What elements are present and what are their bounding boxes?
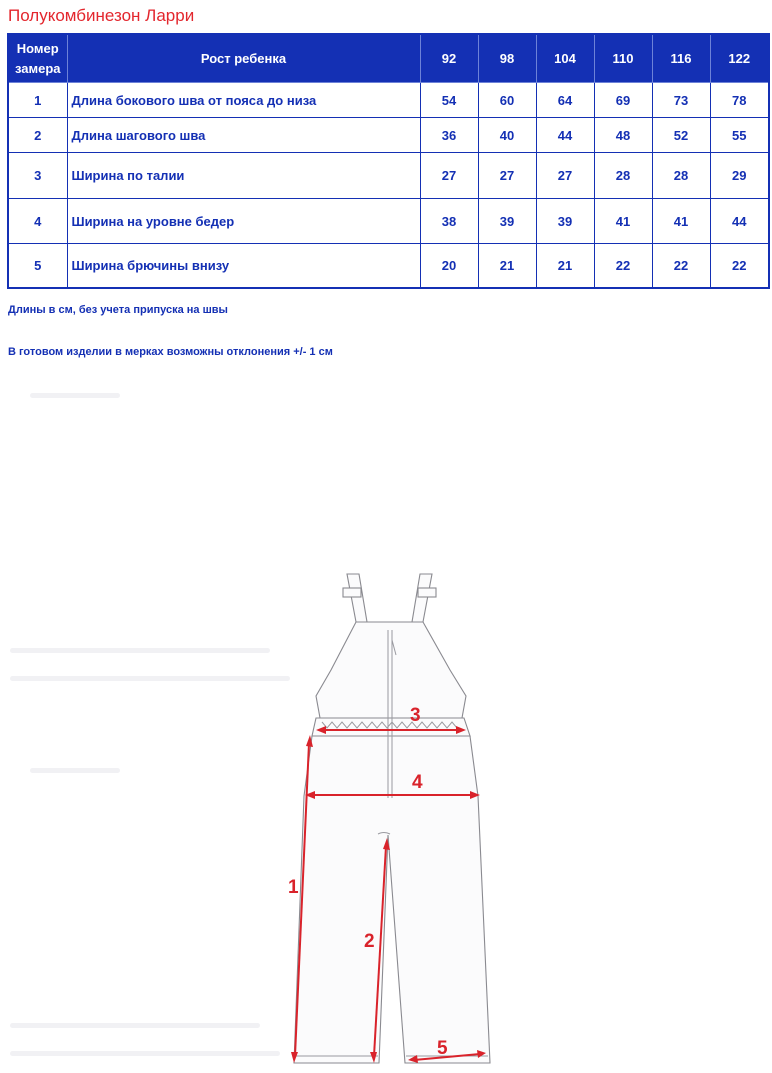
row-number: 1 (8, 83, 67, 118)
measurement-value: 38 (420, 199, 478, 244)
measurement-value: 20 (420, 244, 478, 289)
row-number: 4 (8, 199, 67, 244)
measurement-label-2: 2 (364, 931, 375, 952)
col-header-size: 92 (420, 34, 478, 83)
row-number: 2 (8, 118, 67, 153)
table-row (8, 199, 769, 244)
measurement-label-1: 1 (288, 877, 299, 898)
measurement-value: 55 (710, 118, 769, 153)
measurement-name: Ширина брючины внизу (67, 244, 420, 289)
measurement-value: 60 (478, 83, 536, 118)
row-number: 3 (8, 153, 67, 199)
measurement-value: 21 (536, 244, 594, 289)
measurement-value: 73 (652, 83, 710, 118)
right-buckle (418, 588, 436, 597)
measurement-value: 36 (420, 118, 478, 153)
measurement-value: 29 (710, 153, 769, 199)
table-row (8, 153, 769, 199)
measurement-value: 22 (710, 244, 769, 289)
left-strap (347, 574, 367, 622)
col-header-child-height: Рост ребенка (67, 34, 420, 83)
col-header-size: 98 (478, 34, 536, 83)
table-header-row (8, 34, 769, 83)
measurement-name: Длина бокового шва от пояса до низа (67, 83, 420, 118)
page-title: Полукомбинезон Ларри (8, 6, 195, 25)
measurement-value: 44 (536, 118, 594, 153)
measurement-value: 64 (536, 83, 594, 118)
table-row (8, 244, 769, 289)
measurement-value: 22 (594, 244, 652, 289)
col-header-size: 110 (594, 34, 652, 83)
faint-background-mark (30, 393, 120, 398)
measurement-name: Ширина на уровне бедер (67, 199, 420, 244)
measurement-value: 22 (652, 244, 710, 289)
table-row (8, 83, 769, 118)
measurement-value: 28 (594, 153, 652, 199)
measurement-value: 78 (710, 83, 769, 118)
measurement-value: 39 (536, 199, 594, 244)
left-buckle (343, 588, 361, 597)
measurement-value: 27 (420, 153, 478, 199)
measurement-value: 44 (710, 199, 769, 244)
note-units: Длины в см, без учета припуска на швы (8, 304, 228, 316)
col-header-size: 104 (536, 34, 594, 83)
measurement-value: 27 (536, 153, 594, 199)
col-header-size: 122 (710, 34, 769, 83)
measurement-value: 39 (478, 199, 536, 244)
table-row (8, 118, 769, 153)
measurement-value: 41 (594, 199, 652, 244)
measurement-value: 27 (478, 153, 536, 199)
measurement-value: 52 (652, 118, 710, 153)
measurement-value: 54 (420, 83, 478, 118)
measurement-value: 69 (594, 83, 652, 118)
measurement-name: Длина шагового шва (67, 118, 420, 153)
measurement-value: 28 (652, 153, 710, 199)
measurement-label-5: 5 (437, 1038, 448, 1059)
row-number: 5 (8, 244, 67, 289)
measurement-value: 40 (478, 118, 536, 153)
measurement-value: 21 (478, 244, 536, 289)
measurement-value: 41 (652, 199, 710, 244)
measurement-label-4: 4 (412, 772, 423, 793)
bib (316, 622, 466, 718)
measurement-label-3: 3 (410, 705, 421, 726)
size-chart-table (7, 33, 770, 289)
col-header-measure-number: Номер замера (8, 34, 67, 83)
measurement-value: 48 (594, 118, 652, 153)
note-tolerance: В готовом изделии в мерках возможны отклонения +/- 1 см (8, 346, 333, 358)
right-strap (412, 574, 432, 622)
col-header-size: 116 (652, 34, 710, 83)
overalls-illustration (0, 560, 772, 1073)
measurement-name: Ширина по талии (67, 153, 420, 199)
